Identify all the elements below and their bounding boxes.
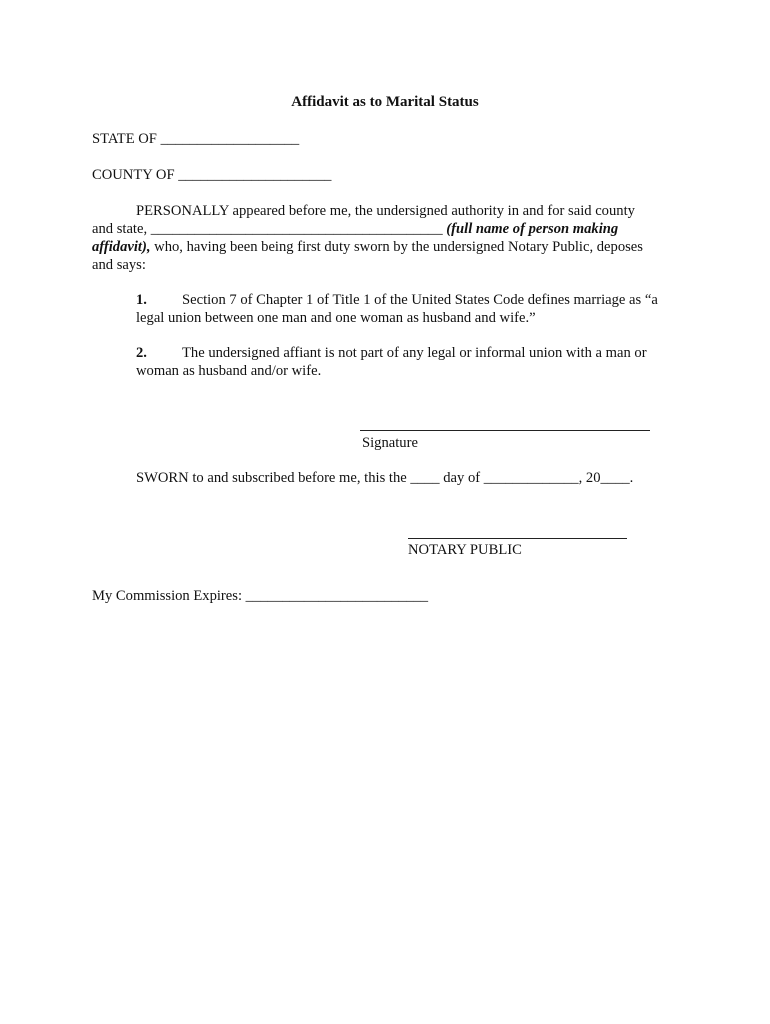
personally-line-1: PERSONALLY appeared before me, the undersigned authority in and for said county (136, 203, 635, 219)
document-title: Affidavit as to Marital Status (291, 94, 479, 110)
item-2-number: 2. (136, 345, 147, 361)
item-1-text-1: Section 7 of Chapter 1 of Title 1 of the United States Code defines marriage as “a (182, 292, 658, 308)
commission-line: My Commission Expires: _________________________ (92, 588, 429, 604)
notary-rule (408, 538, 627, 539)
item-1-line-2: legal union between one man and one woman as husband and wife.” (136, 310, 536, 326)
county-line: COUNTY OF _____________________ (92, 167, 332, 183)
personally-line-2 (92, 220, 618, 238)
sworn-line: SWORN to and subscribed before me, this the ____ day of _____________, 20____. (136, 470, 634, 486)
item-2-text-1: The undersigned affiant is not part of any legal or informal union with a man or (182, 345, 647, 361)
signature-label: Signature (362, 435, 418, 451)
item-2-line-1 (136, 344, 647, 362)
personally-line-3-italic: affidavit), (92, 239, 151, 255)
personally-line-2-italic: (full name of person making (446, 221, 619, 237)
personally-line-3-rest: who, having been being first duty sworn by the undersigned Notary Public, deposes (154, 239, 643, 255)
item-1-line-1 (136, 291, 658, 309)
item-1-number: 1. (136, 292, 147, 308)
notary-label: NOTARY PUBLIC (408, 542, 522, 558)
signature-rule (360, 430, 650, 431)
personally-line-4: and says: (92, 257, 146, 273)
state-line: STATE OF ___________________ (92, 131, 300, 147)
personally-line-3 (92, 238, 643, 256)
item-2-line-2: woman as husband and/or wife. (136, 363, 322, 379)
personally-line-2-prefix: and state, ________________________________________ (92, 221, 443, 237)
